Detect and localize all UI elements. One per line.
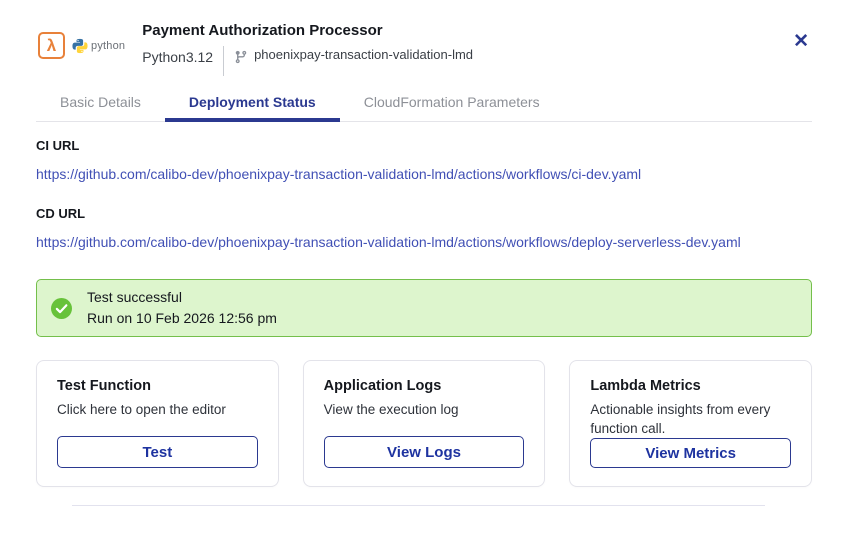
check-circle-icon bbox=[51, 298, 72, 319]
panel-header bbox=[0, 0, 859, 76]
ci-url-link[interactable]: https://github.com/calibo-dev/phoenixpay-transaction-validation-lmd/actions/workflows/ci-dev.yaml bbox=[36, 166, 642, 182]
git-branch-icon bbox=[234, 50, 248, 64]
banner-title: Test successful bbox=[87, 289, 182, 305]
deployment-status-panel bbox=[0, 122, 859, 506]
ci-url-label: CI URL bbox=[36, 138, 80, 153]
lambda-metrics-card bbox=[569, 360, 812, 487]
card-description: View the execution log bbox=[323, 402, 459, 417]
python-icon bbox=[72, 38, 88, 54]
card-title: Lambda Metrics bbox=[590, 378, 701, 394]
cd-url-label: CD URL bbox=[36, 206, 86, 221]
card-title: Test Function bbox=[57, 378, 151, 394]
cd-url-link[interactable]: https://github.com/calibo-dev/phoenixpay-transaction-validation-lmd/actions/workflows/deploy-serverless-dev.yaml bbox=[36, 234, 741, 250]
repository-name: phoenixpay-transaction-validation-lmd bbox=[254, 47, 474, 62]
application-logs-card bbox=[303, 360, 546, 487]
action-cards bbox=[36, 360, 812, 487]
view-logs-button[interactable]: View Logs bbox=[324, 436, 525, 468]
python-logo bbox=[72, 38, 125, 54]
card-description: Actionable insights from every function call. bbox=[590, 402, 771, 436]
card-description: Click here to open the editor bbox=[57, 402, 226, 417]
tab-basic-details[interactable]: Basic Details bbox=[36, 88, 165, 121]
python-wordmark: python bbox=[91, 39, 126, 52]
ci-url-section bbox=[36, 138, 812, 187]
card-title: Application Logs bbox=[323, 378, 442, 394]
vertical-divider bbox=[223, 46, 224, 76]
close-icon[interactable]: ✕ bbox=[793, 31, 809, 52]
logo-group bbox=[38, 32, 125, 59]
test-button[interactable]: Test bbox=[57, 436, 258, 468]
view-metrics-button[interactable]: View Metrics bbox=[590, 438, 791, 468]
tab-deployment-status[interactable]: Deployment Status bbox=[165, 88, 340, 121]
test-success-banner bbox=[36, 279, 812, 337]
page-title: Payment Authorization Processor bbox=[142, 22, 383, 39]
tab-bar bbox=[36, 88, 812, 122]
runtime-label: Python3.12 bbox=[142, 49, 214, 65]
bottom-divider bbox=[72, 505, 765, 506]
test-function-card bbox=[36, 360, 279, 487]
cd-url-section bbox=[36, 206, 812, 255]
tab-cloudformation-parameters[interactable]: CloudFormation Parameters bbox=[340, 88, 564, 121]
aws-lambda-icon: λ bbox=[38, 32, 65, 59]
banner-subtitle: Run on 10 Feb 2026 12:56 pm bbox=[87, 310, 277, 326]
